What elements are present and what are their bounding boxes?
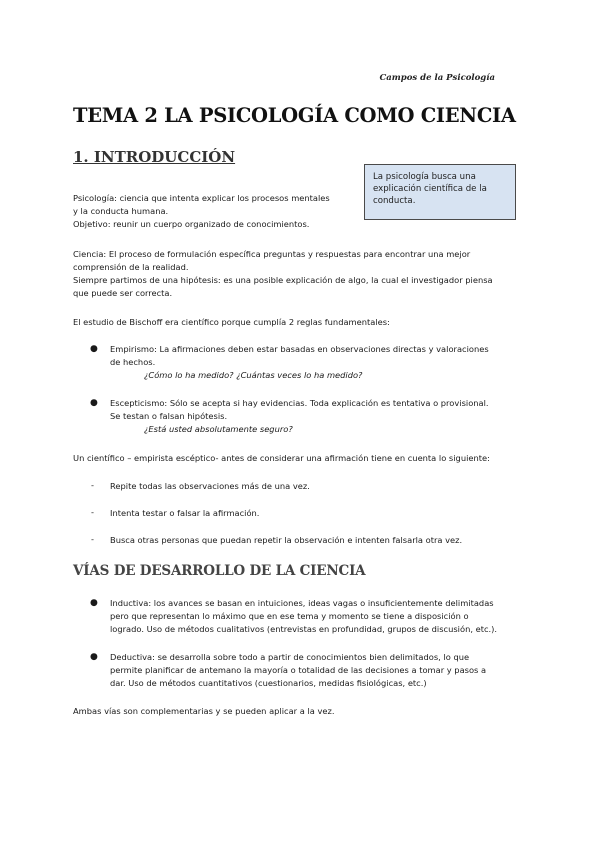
dash-icon: - — [91, 507, 94, 517]
paragraph-line: Ambas vías son complementarias y se pueden aplicar a la vez. — [73, 706, 335, 716]
bullet-icon: ● — [90, 652, 98, 662]
list-item-question: ¿Está usted absolutamente seguro? — [144, 424, 293, 434]
list-item-line: logrado. Uso de métodos cualitativos (entrevistas en profundidad, grupos de discusión, etc.). — [110, 624, 498, 634]
paragraph-line: El estudio de Bischoff era científico porque cumplía 2 reglas fundamentales: — [73, 317, 390, 327]
list-item-line: de hechos. — [110, 357, 156, 367]
list-item-line: Empirismo: La afirmaciones deben estar basadas en observaciones directas y valoraciones — [110, 344, 489, 354]
paragraph-line: Objetivo: reunir un cuerpo organizado de conocimientos. — [73, 219, 310, 229]
list-item-line: pero que representan lo máximo que en ese tema y momento se tiene a disposición o — [110, 611, 469, 621]
list-item-line: Repite todas las observaciones más de una vez. — [110, 481, 310, 491]
dash-icon: - — [91, 480, 94, 490]
bullet-icon: ● — [90, 398, 98, 408]
list-item-line: Intenta testar o falsar la afirmación. — [110, 508, 260, 518]
paragraph-line: Psicología: ciencia que intenta explicar los procesos mentales — [73, 193, 330, 203]
bullet-icon: ● — [90, 598, 98, 608]
running-header: Campos de la Psicología — [379, 73, 495, 83]
page-title: TEMA 2 LA PSICOLOGÍA COMO CIENCIA — [73, 104, 516, 127]
list-item-line: Deductiva: se desarrolla sobre todo a partir de conocimientos bien delimitados, lo que — [110, 652, 470, 662]
paragraph-line: y la conducta humana. — [73, 206, 169, 216]
section-heading-introduccion: 1. INTRODUCCIÓN — [73, 148, 236, 166]
callout-note: La psicología busca una explicación científica de la conducta. — [364, 164, 516, 220]
list-item-line: permite planificar de antemano la mayoría o totalidad de las decisiones a tomar y pasos a — [110, 665, 487, 675]
paragraph-line: Ciencia: El proceso de formulación específica preguntas y respuestas para encontrar una mejor — [73, 249, 471, 259]
list-item-line: Inductiva: los avances se basan en intuiciones, ideas vagas o insuficientemente delimitadas — [110, 598, 494, 608]
list-item-line: Escepticismo: Sólo se acepta si hay evidencias. Toda explicación es tentativa o provisional. — [110, 398, 489, 408]
paragraph-line: que puede ser correcta. — [73, 288, 173, 298]
bullet-icon: ● — [90, 344, 98, 354]
list-item-line: Se testan o falsan hipótesis. — [110, 411, 228, 421]
section-heading-vias: VÍAS DE DESARROLLO DE LA CIENCIA — [73, 563, 366, 579]
paragraph-line: Siempre partimos de una hipótesis: es una posible explicación de algo, la cual el investigador piensa — [73, 275, 493, 285]
paragraph-line: comprensión de la realidad. — [73, 262, 189, 272]
dash-icon: - — [91, 534, 94, 544]
paragraph-line: Un científico – empirista escéptico- antes de considerar una afirmación tiene en cuenta lo siguiente: — [73, 453, 490, 463]
list-item-line: Busca otras personas que puedan repetir la observación e intenten falsarla otra vez. — [110, 535, 463, 545]
list-item-question: ¿Cómo lo ha medido? ¿Cuántas veces lo ha medido? — [144, 370, 363, 380]
list-item-line: dar. Uso de métodos cuantitativos (cuestionarios, medidas fisiológicas, etc.) — [110, 678, 427, 688]
